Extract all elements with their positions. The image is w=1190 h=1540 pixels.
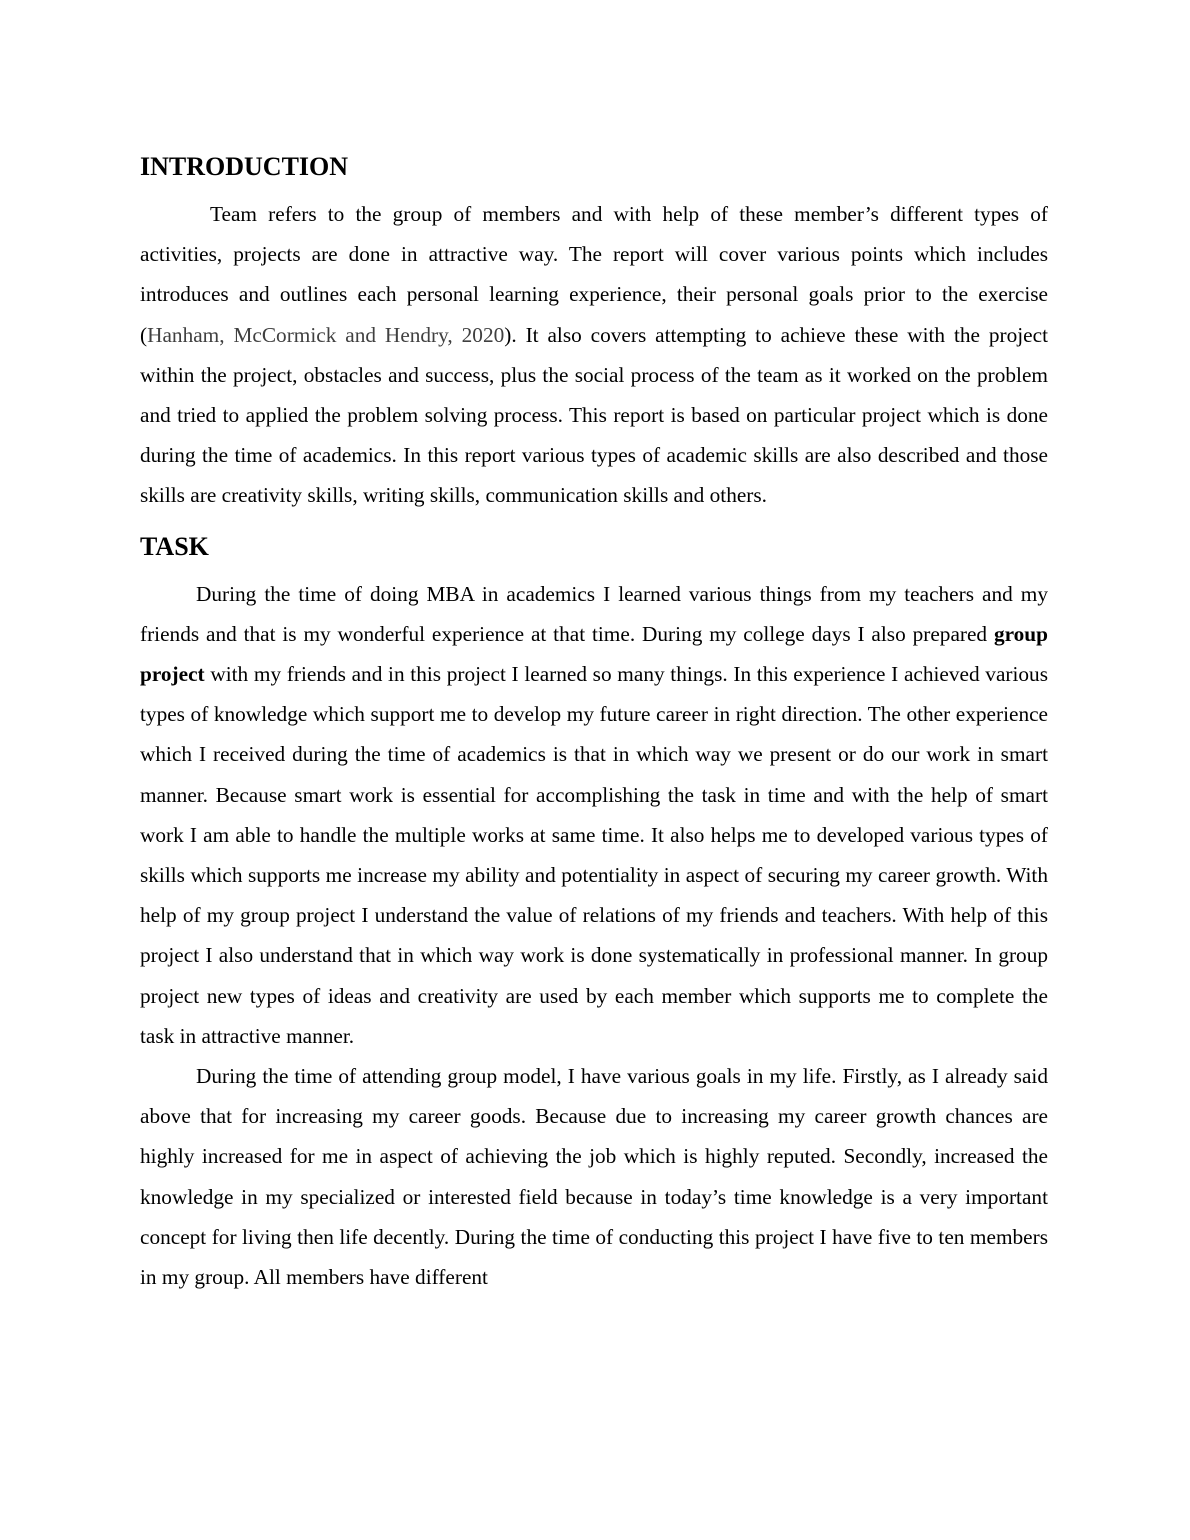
- group-project-bold-text: group project: [140, 621, 1048, 687]
- task-paragraph-1-text-1: During the time of doing MBA in academics I learned various things from my teachers and my friends and that is my wonderful experience at that time. During my college days I also prepared: [140, 581, 1048, 646]
- task-paragraph-2: During the time of attending group model, I have various goals in my life. Firstly, as I already said above that for increasing my career goods. Because due to increasing my career growth chances are highly increased for me in aspect of achieving the job which is highly reputed. Secondly, increased the knowledge in my specialized or interested field because in today’s time knowledge is a very important concept for living then life decently. During the time of conducting this project I have five to ten members in my group. All members have different: [140, 1064, 1048, 1290]
- task-paragraph-1-text-2: with my friends and in this project I learned so many things. In this experience I achieved various types of knowledge which support me to develop my future career in right direction. The other experience which I received during the time of academics is that in which way we present or do our work in smart manner. Because smart work is essential for accomplishing the task in time and with the help of smart work I am able to handle the multiple works at same time. It also helps me to developed various types of skills which supports me increase my ability and potentiality in aspect of securing my career growth. With help of my group project I understand the value of relations of my friends and teachers. With help of this project I also understand that in which way work is done systematically in professional manner. In group project new types of ideas and creativity are used by each member which supports me to complete the task in attractive manner.: [140, 662, 1048, 1048]
- task-heading: TASK: [140, 531, 209, 561]
- introduction-text-1: Team refers to the group of members and with help of these member’s different types of activities, projects are done in attractive way. The report will cover various points which includes introduces and outlines each personal learning experience, their personal goals prior to the exercise (: [140, 202, 1048, 347]
- introduction-text-2: ). It also covers attempting to achieve these with the project within the project, obstacles and success, plus the social process of the team as it worked on the problem and tried to applied the problem solving process. This report is based on particular project which is done during the time of academics. In this report various types of academic skills are also described and those skills are creativity skills, writing skills, communication skills and others.: [140, 322, 1049, 508]
- citation-link: Hanham, McCormick and Hendry, 2020: [147, 322, 505, 347]
- introduction-paragraph: [140, 194, 1048, 516]
- document-page: [140, 150, 1048, 1297]
- introduction-heading: INTRODUCTION: [140, 152, 349, 181]
- task-paragraph-1: [140, 574, 1048, 1056]
